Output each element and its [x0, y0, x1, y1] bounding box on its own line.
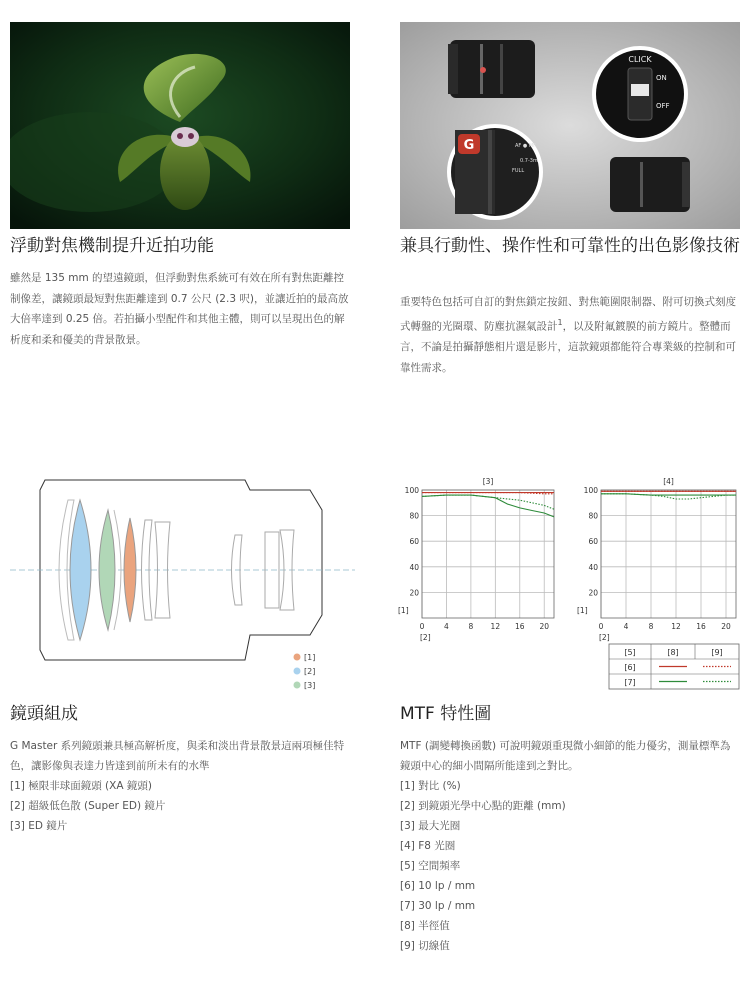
orchid-macro-photo	[10, 22, 350, 229]
y-tick-label: 100	[583, 486, 598, 495]
construction-intro: G Master 系列鏡頭兼具極高解析度，與柔和淡出背景散景這兩項極佳特色，讓影像與表達力皆達到前所未有的水準	[10, 740, 345, 772]
super-ed-element	[70, 500, 91, 640]
x-tick-label: 8	[648, 622, 654, 631]
x-tick-label: 12	[671, 622, 681, 631]
x-axis-marker: [2]	[599, 633, 610, 642]
mtf-series-line	[422, 495, 554, 509]
y-tick-label: 100	[404, 486, 419, 495]
construction-list	[10, 776, 350, 836]
macro-section-title: 浮動對焦機制提升近拍功能	[10, 236, 214, 256]
af-mf-label: AF ● MF	[515, 143, 537, 149]
switch-off-label: OFF	[656, 102, 670, 110]
legend-row-label: [6]	[624, 663, 636, 672]
xa-element	[124, 518, 136, 622]
y-tick-label: 20	[588, 588, 598, 598]
mtf-series-line	[422, 495, 554, 517]
list-item: [5] 空間頻率	[400, 860, 461, 872]
y-tick-label: 40	[409, 562, 419, 572]
x-tick-label: 12	[490, 622, 501, 631]
y-tick-label: 60	[588, 537, 598, 547]
focus-range-label: 0.7-3m	[520, 158, 538, 164]
switch-on-label: ON	[656, 74, 667, 82]
plot-frame	[422, 490, 554, 618]
x-tick-label: 4	[444, 622, 449, 631]
list-item: [7] 30 lp / mm	[400, 900, 476, 912]
click-label: CLICK	[628, 55, 652, 64]
x-tick-label: 0	[598, 622, 604, 631]
mtf-intro: MTF (調變轉換函數) 可說明鏡頭重現微小細節的能力優劣，測量標準為鏡頭中心的細小間隔所能達到之對比。	[400, 740, 731, 772]
y-tick-label: 60	[409, 537, 419, 547]
list-item: [2] 到鏡頭光學中心點的距離 (mm)	[400, 800, 566, 812]
legend-label-2: [2]	[304, 667, 316, 676]
list-item: [3] ED 鏡片	[10, 820, 68, 832]
list-item: [1] 對比 (%)	[400, 780, 461, 792]
chart-title: [4]	[663, 477, 674, 486]
x-tick-label: 20	[539, 622, 549, 631]
legend-header: [9]	[711, 648, 723, 657]
y-tick-label: 80	[409, 511, 419, 521]
list-item: [9] 切線值	[400, 940, 450, 952]
mtf-series-line	[601, 494, 736, 495]
legend-dot-ed	[294, 682, 301, 689]
mtf-charts	[396, 472, 745, 702]
control-section-title: 兼具行動性、操作性和可靠性的出色影像技術	[400, 236, 740, 256]
construction-title: 鏡頭組成	[10, 704, 78, 724]
list-item: [3] 最大光圈	[400, 820, 461, 832]
macro-section-body: 雖然是 135 mm 的望遠鏡頭，但浮動對焦系統可有效在所有對焦距離控制像差，讓鏡頭最短對焦距離達到 0.7 公尺 (2.3 呎)，並讓近拍的最高放大倍率達到 0.25 倍。若拍攝小型配件和其他主體，則可以呈現出色的解析度和柔和優美的背景散景。	[10, 272, 349, 346]
x-tick-label: 0	[419, 622, 425, 631]
legend-header: [5]	[624, 648, 636, 657]
control-section-body	[400, 292, 740, 379]
x-tick-label: 16	[696, 622, 706, 631]
y-axis-marker: [1]	[577, 606, 588, 615]
list-item: [1] 極限非球面鏡頭 (XA 鏡頭)	[10, 780, 152, 792]
x-tick-label: 4	[623, 622, 629, 631]
legend-row-label: [7]	[624, 678, 636, 687]
list-item: [2] 超級低色散 (Super ED) 鏡片	[10, 800, 166, 812]
list-item: [8] 半徑值	[400, 920, 450, 932]
list-item: [4] F8 光圈	[400, 840, 456, 852]
full-range-label: FULL	[512, 168, 525, 174]
control-body-main: 重要特色包括可自訂的對焦鎖定按鈕、對焦範圍限制器、附可切換式刻度式轉盤的光圈環、防塵抗濕氣設計	[400, 296, 736, 333]
list-item: [6] 10 lp / mm	[400, 880, 476, 892]
lens-controls-photo	[400, 22, 740, 229]
ed-element	[99, 510, 115, 630]
legend-label-3: [3]	[304, 681, 316, 690]
y-tick-label: 40	[588, 562, 598, 572]
y-axis-marker: [1]	[398, 606, 409, 615]
chart-title: [3]	[482, 477, 494, 486]
legend-header: [8]	[667, 648, 679, 657]
mtf-list	[400, 776, 740, 956]
plot-frame	[601, 490, 736, 618]
legend-dot-xa	[294, 654, 301, 661]
mtf-title: MTF 特性圖	[400, 704, 492, 724]
legend-label-1: [1]	[304, 653, 316, 662]
y-tick-label: 80	[588, 511, 598, 521]
lens-construction-diagram	[10, 470, 355, 695]
x-tick-label: 8	[468, 622, 474, 631]
y-tick-label: 20	[409, 588, 419, 598]
x-tick-label: 20	[721, 622, 731, 631]
x-axis-marker: [2]	[420, 633, 431, 642]
g-badge-text: G	[463, 138, 475, 153]
footnote-marker[interactable]: 1	[557, 317, 563, 327]
x-tick-label: 16	[515, 622, 525, 631]
legend-dot-super-ed	[294, 668, 301, 675]
control-body-tail: ，以及附氟鍍膜的前方鏡片。整體而言，不論是拍攝靜態相片還是影片，這款鏡頭都能符合專業級的控制和可靠性需求。	[400, 320, 736, 374]
